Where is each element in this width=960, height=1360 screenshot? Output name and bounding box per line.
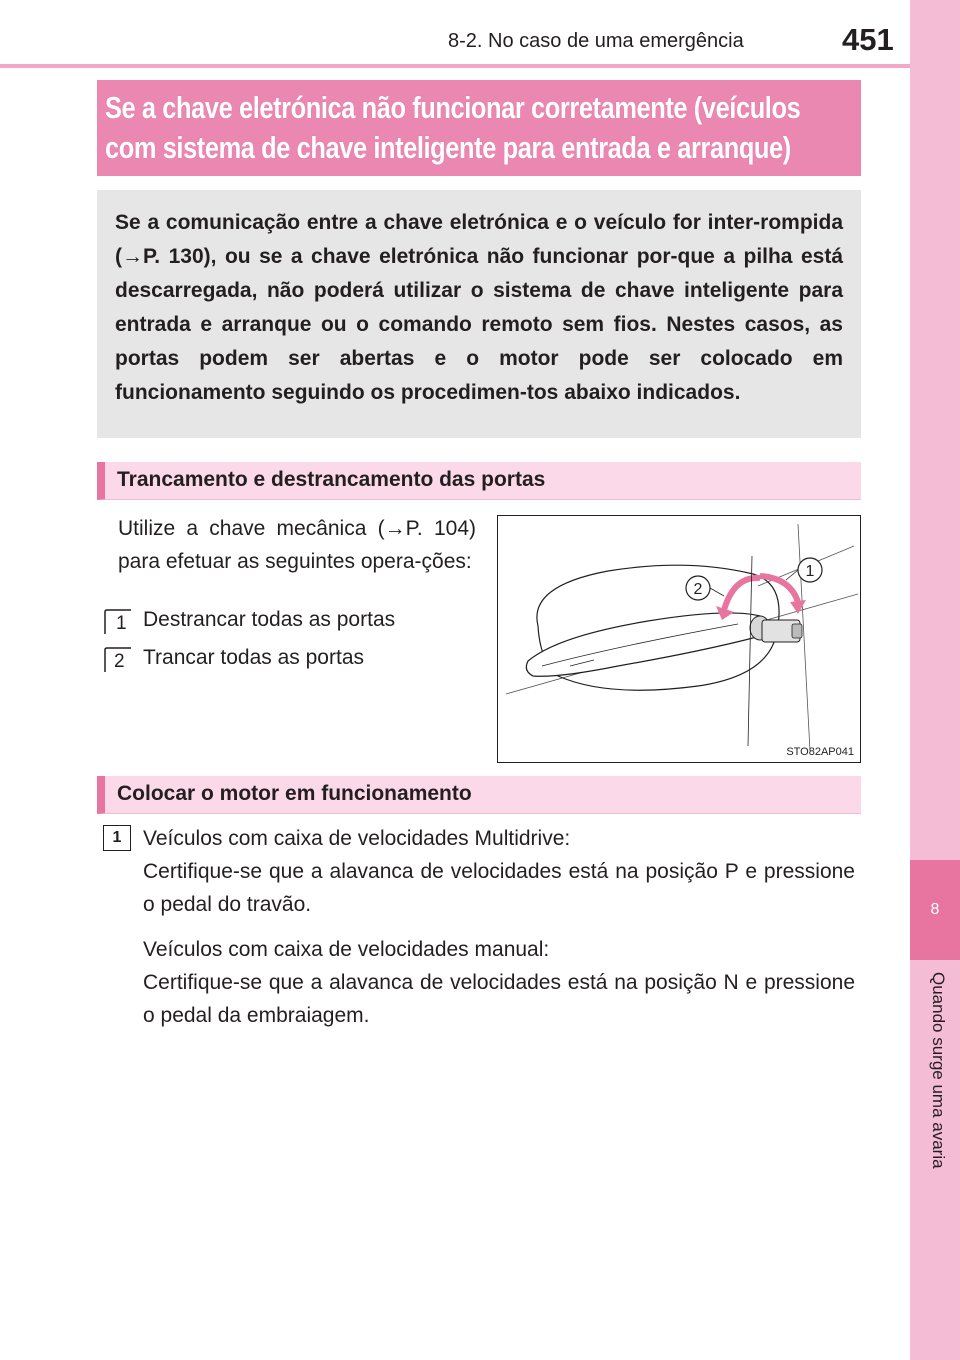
header-rule <box>0 64 910 68</box>
section-doors-body: Utilize a chave mecânica (→P. 104) para efetuar as seguintes opera-ções: <box>118 517 476 573</box>
page-title <box>105 88 859 168</box>
multidrive-instruction: Certifique-se que a alavanca de velocidades está na posição P e pressione o pedal do travão. <box>143 860 855 916</box>
step-number: 1 <box>116 613 127 634</box>
chapter-number-tab <box>910 860 960 960</box>
intro-paragraph: Se a comunicação entre a chave eletrónica e o veículo for inter-rompida (→P. 130), ou se a chave eletrónica não funcionar por-que a pilha está descarregada, não poderá utilizar o sistema de chave inteligente para entrada e arranque ou o comando remoto sem fios. Nestes casos, as portas podem ser abertas e o motor pode ser colocado em funcionamento seguindo os procedimen-tos abaixo indicados. <box>115 211 843 404</box>
chapter-title: Quando surge uma avaria <box>929 972 948 1169</box>
illustration-code: STO82AP041 <box>786 746 854 758</box>
section-heading-engine: Colocar o motor em funcionamento <box>97 776 861 814</box>
step-number: 2 <box>114 651 125 672</box>
chapter-number: 8 <box>930 901 940 918</box>
page-number: 451 <box>842 22 894 57</box>
title-line-1: Se a chave eletrónica não funcionar corretamente (veículos <box>105 90 801 125</box>
running-header-section: 8-2. No caso de uma emergência <box>448 30 744 52</box>
title-line-2: com sistema de chave inteligente para entrada e arranque) <box>105 130 791 165</box>
manual-instruction: Certifique-se que a alavanca de velocidades está na posição N e pressione o pedal da embraiagem. <box>143 971 855 1027</box>
step-label: Trancar todas as portas <box>143 646 364 669</box>
intro-box <box>97 190 861 438</box>
section-engine-body <box>143 822 855 1032</box>
callout-1: 1 <box>805 563 815 580</box>
title-banner <box>97 80 861 176</box>
section-heading-doors: Trancamento e destrancamento das portas <box>97 462 861 500</box>
door-handle-key-icon <box>498 516 860 762</box>
step-label: Destrancar todas as portas <box>143 608 396 631</box>
multidrive-heading: Veículos com caixa de velocidades Multidrive: <box>143 827 571 850</box>
callout-2: 2 <box>693 581 703 598</box>
door-handle-illustration <box>497 515 861 763</box>
step-number-icon <box>103 646 133 674</box>
step-number-icon <box>103 608 133 636</box>
step-number-box: 1 <box>103 825 131 851</box>
manual-heading: Veículos com caixa de velocidades manual: <box>143 938 550 961</box>
